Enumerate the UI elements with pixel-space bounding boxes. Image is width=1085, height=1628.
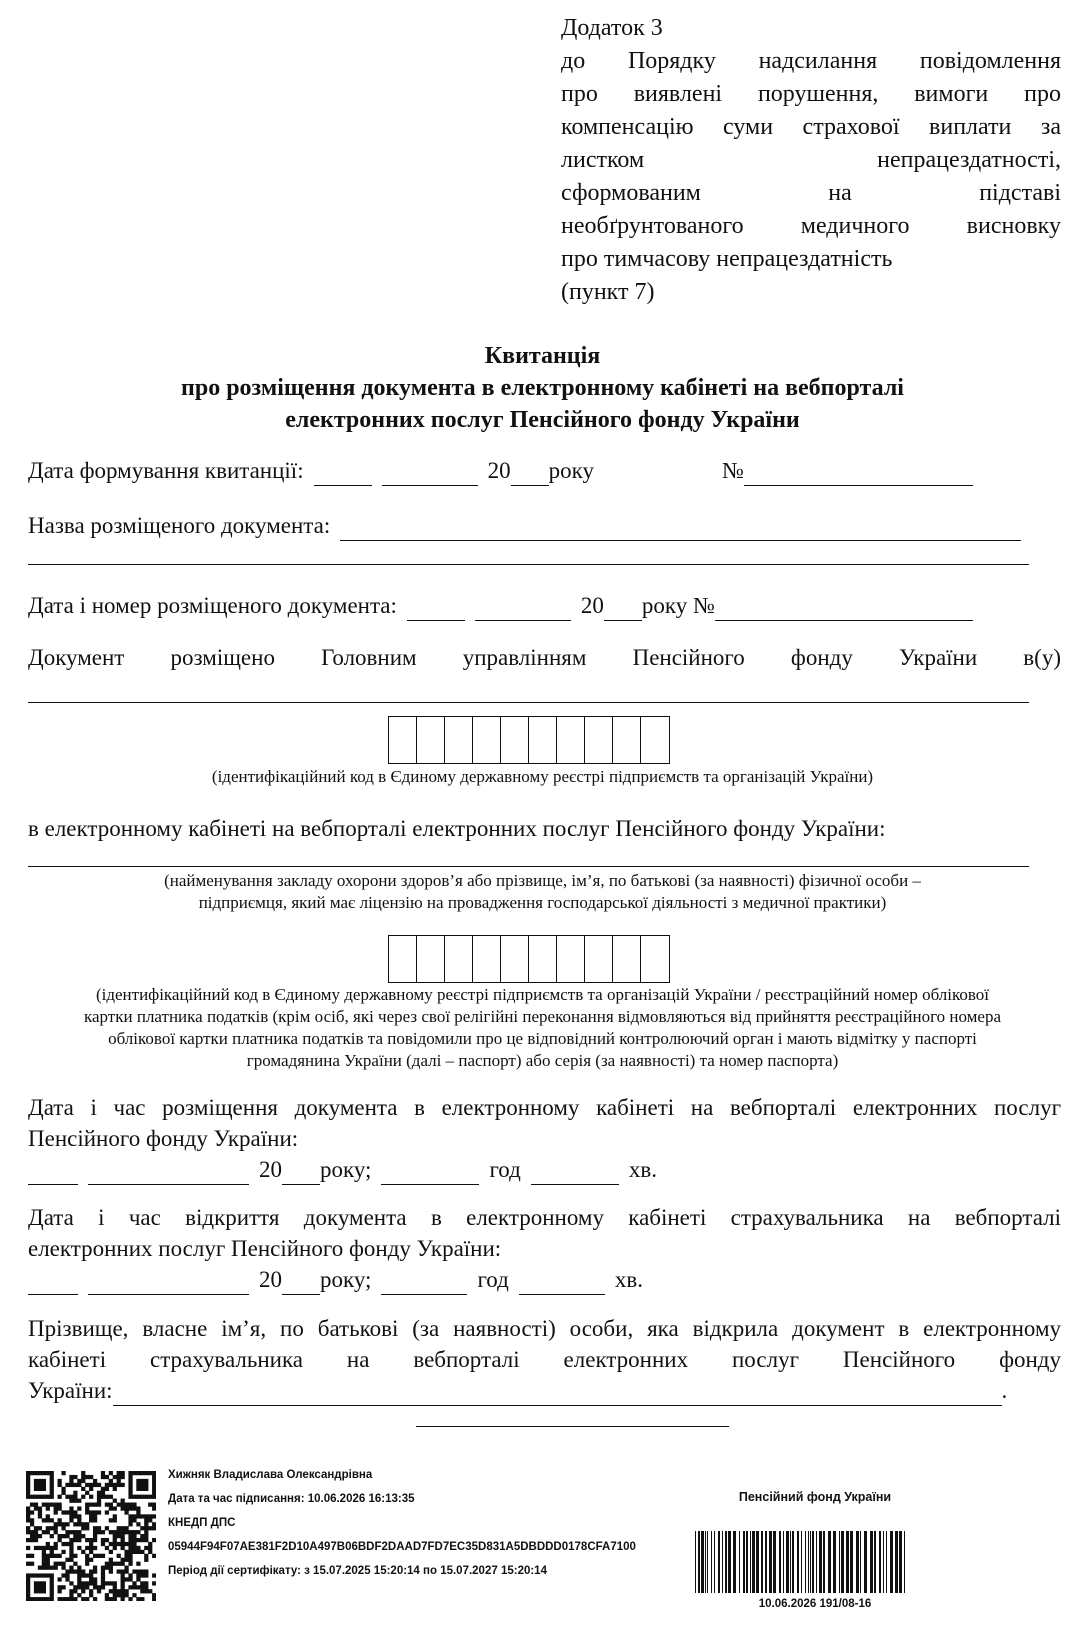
id-note-line: громадянина України (далі – паспорт) або серія (за наявності) та номер паспорта) <box>246 1051 839 1070</box>
institution-note-line: (найменування закладу охорони здоров’я або прізвище, ім’я, по батькові (за наявності) фізичної особи – <box>164 871 921 890</box>
stamp-org: Пенсійний фонд України <box>738 1490 892 1504</box>
id-code-cell[interactable] <box>417 717 445 763</box>
doc-year-blank[interactable] <box>604 594 642 621</box>
id-code-cell[interactable] <box>389 717 417 763</box>
appendix-block <box>561 12 1061 309</box>
placed-month-blank[interactable] <box>88 1158 249 1185</box>
id-code-cell[interactable] <box>445 936 473 982</box>
person-line-label: України: <box>28 1378 113 1403</box>
doc-day-blank[interactable] <box>407 594 465 621</box>
placed-year-blank[interactable] <box>282 1158 320 1185</box>
appendix-line: листком непрацездатності, <box>561 147 1061 173</box>
opened-minutes-blank[interactable] <box>519 1268 605 1295</box>
placed-hours-blank[interactable] <box>381 1158 479 1185</box>
id-note-line: (ідентифікаційний код в Єдиному державному реєстрі підприємств та організацій України / реєстраційний номер облікової <box>95 985 990 1004</box>
id-code-cell[interactable] <box>613 936 641 982</box>
receipt-subtitle: електронних послуг Пенсійного фонду України <box>285 407 800 433</box>
id-code-cell[interactable] <box>529 936 557 982</box>
year-suffix-semicolon: року; <box>320 1267 372 1292</box>
year-blank[interactable] <box>511 459 549 486</box>
year-prefix: 20 <box>259 1157 282 1182</box>
formation-date-label: Дата формування квитанції: <box>28 458 304 483</box>
id-code-cell[interactable] <box>641 936 669 982</box>
year-suffix: року <box>548 458 594 483</box>
person-line: Прізвище, власне ім’я, по батькові (за наявності) особи, яка відкрила документ в електронному <box>28 1316 1061 1341</box>
placed-by-blank[interactable] <box>28 702 1029 703</box>
doc-name-label: Назва розміщеного документа: <box>28 513 331 538</box>
formation-date-row <box>28 455 1028 486</box>
qr-code-icon <box>26 1471 156 1601</box>
signing-datetime: Дата та час підписання: 10.06.2026 16:13:35 <box>168 1493 415 1505</box>
doc-number-blank[interactable] <box>715 594 973 621</box>
opened-month-blank[interactable] <box>88 1268 249 1295</box>
id-code-cell[interactable] <box>417 936 445 982</box>
opened-datetime-line: Дата і час відкриття документа в електронному кабінеті страхувальника на вебпорталі <box>28 1205 1061 1230</box>
id-code-boxes[interactable] <box>388 716 670 764</box>
id-code-cell[interactable] <box>529 717 557 763</box>
placed-day-blank[interactable] <box>28 1158 78 1185</box>
id-code-cell[interactable] <box>445 717 473 763</box>
placed-by-row: Документ розміщено Головним управлінням Пенсійного фонду України в(у) <box>28 645 1061 670</box>
doc-name-row <box>28 510 1028 541</box>
institution-blank[interactable] <box>28 866 1029 867</box>
person-line: кабінеті страхувальника на вебпорталі електронних послуг Пенсійного фонду <box>28 1347 1061 1372</box>
year-prefix: 20 <box>259 1267 282 1292</box>
id-code-cell[interactable] <box>501 717 529 763</box>
appendix-line: про виявлені порушення, вимоги про <box>561 81 1061 107</box>
doc-name-blank-line2[interactable] <box>28 564 1029 565</box>
opened-datetime-block <box>28 1202 1061 1295</box>
number-sign: № <box>721 458 744 483</box>
knedp-label: КНЕДП ДПС <box>168 1517 236 1529</box>
day-blank[interactable] <box>314 459 372 486</box>
year-prefix: 20 <box>580 593 604 618</box>
institution-note-line: підприємця, який має ліцензію на провадження господарської діяльності з медичної практики) <box>198 893 887 912</box>
year-prefix: 20 <box>487 458 511 483</box>
person-field-row <box>28 1375 1061 1406</box>
appendix-line: про тимчасову непрацездатність <box>561 246 893 272</box>
certificate-validity: Період дії сертифікату: з 15.07.2025 15:20:14 по 15.07.2027 15:20:14 <box>168 1565 547 1577</box>
hours-label: год <box>489 1157 521 1182</box>
placed-minutes-blank[interactable] <box>531 1158 619 1185</box>
doc-month-blank[interactable] <box>475 594 571 621</box>
id-code-cell[interactable] <box>585 717 613 763</box>
certificate-serial: 05944F94F07AE381F2D10A497B06BDF2DAAD7FD7EC35D831A5DBDDD0178CFA7100 <box>168 1541 636 1553</box>
doc-date-label: Дата і номер розміщеного документа: <box>28 593 397 618</box>
opened-day-blank[interactable] <box>28 1268 78 1295</box>
doc-date-row <box>28 590 1028 621</box>
id-code-cell[interactable] <box>585 936 613 982</box>
person-name-blank[interactable] <box>113 1379 1002 1406</box>
appendix-line: до Порядку надсилання повідомлення <box>561 48 1061 74</box>
id-code-cell[interactable] <box>473 936 501 982</box>
minutes-label: хв. <box>614 1267 643 1292</box>
id-note <box>0 984 1085 1072</box>
placed-datetime-fields <box>28 1154 1061 1185</box>
opened-year-blank[interactable] <box>282 1268 320 1295</box>
barcode-icon <box>695 1531 907 1593</box>
opened-datetime-line: електронних послуг Пенсійного фонду України: <box>28 1236 502 1261</box>
id-code-note: (ідентифікаційний код в Єдиному державному реєстрі підприємств та організацій України) <box>211 767 874 786</box>
id-code-cell[interactable] <box>389 936 417 982</box>
placed-datetime-line: Дата і час розміщення документа в електронному кабінеті на вебпорталі електронних послуг <box>28 1095 1061 1120</box>
id-code-cell[interactable] <box>557 936 585 982</box>
placed-datetime-block <box>28 1092 1061 1185</box>
opened-hours-blank[interactable] <box>381 1268 467 1295</box>
year-suffix-semicolon: року; <box>320 1157 372 1182</box>
number-blank[interactable] <box>744 459 973 486</box>
institution-note <box>0 870 1085 914</box>
id-code-cell[interactable] <box>557 717 585 763</box>
placed-datetime-line: Пенсійного фонду України: <box>28 1126 299 1151</box>
period: . <box>1001 1378 1008 1403</box>
stamp-registration: 10.06.2026 191/08-16 <box>758 1598 872 1610</box>
month-blank[interactable] <box>382 459 478 486</box>
signature-line[interactable] <box>416 1426 729 1427</box>
in-cabinet-text: в електронному кабінеті на вебпорталі електронних послуг Пенсійного фонду України: <box>28 816 886 841</box>
signer-name: Хижняк Владислава Олександрівна <box>168 1469 373 1481</box>
id-code-boxes-2[interactable] <box>388 935 670 983</box>
appendix-line: необґрунтованого медичного висновку <box>561 213 1061 239</box>
id-code-cell[interactable] <box>613 717 641 763</box>
appendix-line: компенсацію суми страхової виплати за <box>561 114 1061 140</box>
appendix-line: сформованим на підставі <box>561 180 1061 206</box>
id-code-cell[interactable] <box>473 717 501 763</box>
signature-info <box>168 1468 688 1578</box>
id-note-line: облікової картки платника податків та повідомили про це відповідний контролюючий орган і мають відмітку у паспорті <box>108 1029 977 1048</box>
receipt-header <box>0 340 1085 436</box>
id-note-line: картки платника податків (крім осіб, які через свої релігійні переконання відмовляються від прийняття реєстраційного номера <box>83 1007 1002 1026</box>
minutes-label: хв. <box>628 1157 657 1182</box>
person-block <box>28 1313 1061 1406</box>
appendix-title: Додаток 3 <box>561 15 663 41</box>
id-code-cell[interactable] <box>501 936 529 982</box>
doc-name-blank[interactable] <box>340 514 1021 541</box>
hours-label: год <box>477 1267 509 1292</box>
year-suffix-number: року № <box>641 593 715 618</box>
opened-datetime-fields <box>28 1264 1061 1295</box>
receipt-title: Квитанція <box>484 343 601 369</box>
appendix-line: (пункт 7) <box>561 279 655 305</box>
id-code-cell[interactable] <box>641 717 669 763</box>
receipt-subtitle: про розміщення документа в електронному кабінеті на вебпорталі <box>181 375 904 401</box>
